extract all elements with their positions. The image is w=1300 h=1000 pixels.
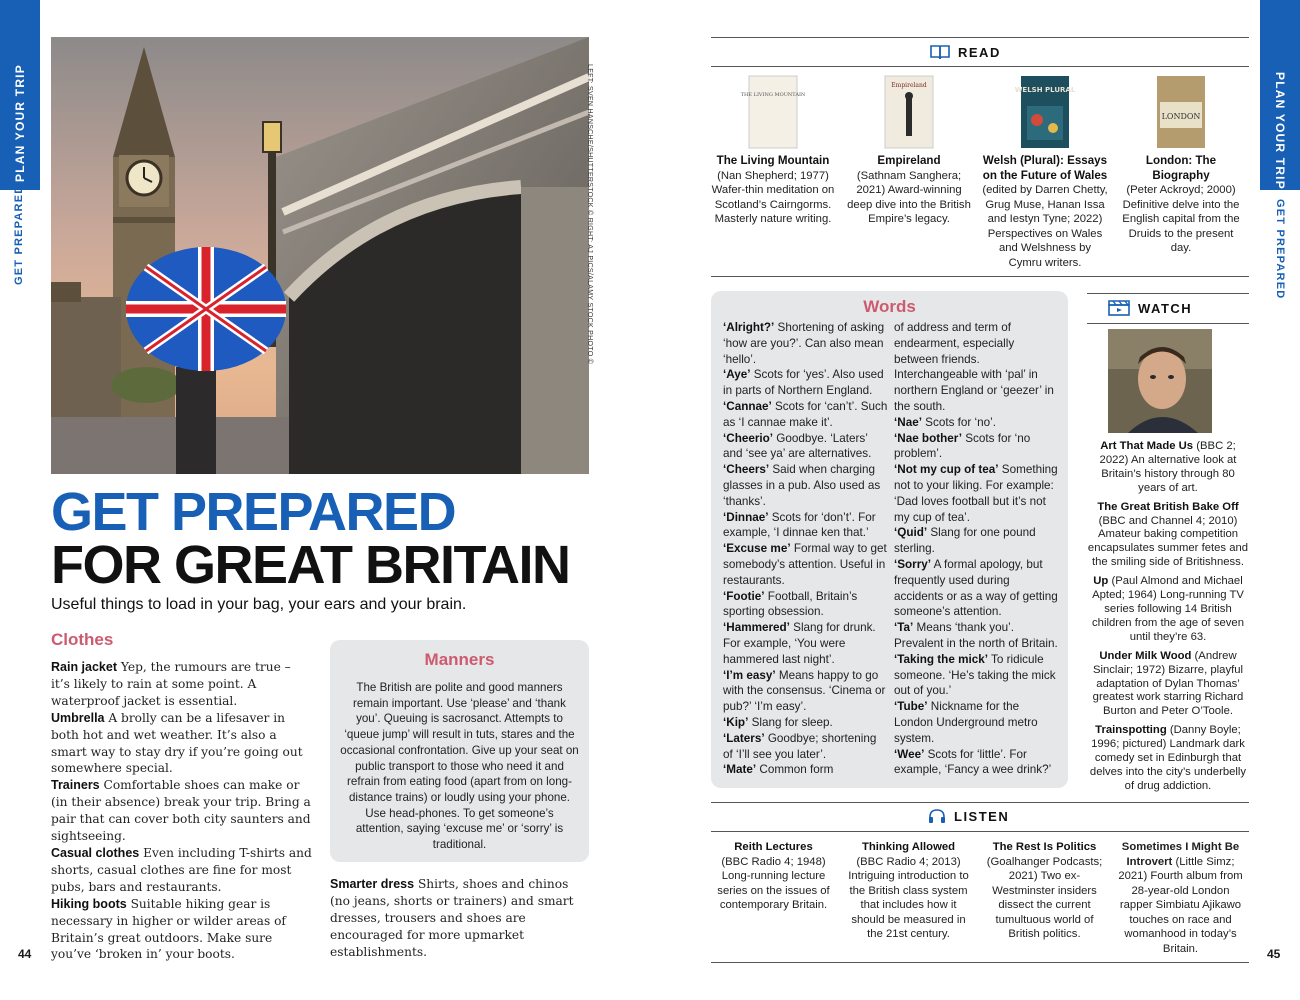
watch-list [1087, 440, 1249, 799]
book-description: (edited by Darren Chetty, Grug Muse, Hanan Issa and Iestyn Tyne; 2022) Perspectives on Wales and Welshness by Cymru writers. [982, 184, 1108, 269]
clothes-list [51, 659, 313, 963]
words-heading: Words [863, 297, 916, 316]
listen-header [928, 808, 1009, 824]
word-entry: ‘Dinnae’ Scots for ‘don’t’. For example, ‘I dinnae ken that.’ [723, 510, 876, 540]
word-entry: ‘Cheers’ Said when charging glasses in a pub. Also used as ‘thanks’. [723, 463, 881, 508]
word-entry-continued: of address and term of endearment, especially between friends. Interchangeable with ‘pal’ in northern England or ‘geezer’ in the south. [894, 321, 1054, 413]
clothes-item: Hiking boots Suitable hiking gear is necessary in higher or wilder areas of Britain’s great outdoors. Make sure you’ve ‘broken in’ your boots. [51, 896, 286, 962]
listen-item [711, 840, 836, 913]
manners-box [330, 640, 589, 862]
clothes-item: Umbrella A brolly can be a lifesaver in both hot and wet weather. It’s also a smart way to stay dry if you’re going out somewhere special. [51, 710, 303, 776]
book-icon [930, 44, 950, 60]
book-item [1117, 76, 1245, 256]
listen-item [982, 840, 1107, 942]
word-entry: ‘Nae bother’ Scots for ‘no problem’. [894, 431, 1031, 461]
watch-header [1108, 300, 1192, 316]
photo-credit: LEFT: SVEN HANSCHE/SHUTTERSTOCK © RIGHT: AJ PICS/ALAMY STOCK PHOTO © [586, 64, 593, 365]
listen-item [1118, 840, 1243, 956]
clothes-item: Rain jacket Yep, the rumours are true – it’s likely to rain at some point. A waterproof jacket is essential. [51, 660, 291, 708]
clothes-section [51, 630, 313, 963]
word-entry: ‘Cannae’ Scots for ‘can’t’. Such as ‘I cannae make it’. [723, 399, 888, 429]
manners-text: The British are polite and good manners remain important. Use ‘please’ and ‘thank you’. Queuing is sacrosanct. Attempts to ‘queue jump’ will result in tuts, stares and the occasional confrontation. Give up your seat on public transport to those who need it and refrain from eating food (apart from on long-distance trains) or loudly using your phone. Use head-phones. To get someone’s attention, saying ‘excuse me’ or ‘sorry’ is traditional. [340, 681, 579, 852]
clothes-item: Trainers Comfortable shoes can make or (in their absence) break your trip. Bring a pair that can cover both city saunters and sightseeing. [51, 778, 311, 844]
words-column-2 [894, 320, 1059, 778]
listen-label: LISTEN [954, 808, 1010, 824]
word-entry: ‘Alright?’ Shortening of asking ‘how are you?’. Can also mean ‘hello’. [723, 321, 885, 366]
read-label: READ [958, 44, 1001, 60]
watch-item: The Great British Bake Off (BBC and Channel 4; 2010) Amateur baking competition encapsulates summer fetes and the smiling side of Britishness. [1087, 500, 1249, 569]
side-section-label: GET PREPARED [1274, 199, 1286, 300]
word-entry: ‘Mate’ Common form [723, 763, 834, 777]
read-header [930, 44, 1001, 60]
words-box [711, 291, 1068, 788]
manners-heading: Manners [424, 650, 495, 669]
page-title-line2: FOR GREAT BRITAIN [51, 535, 570, 595]
word-entry: ‘Tube’ Nickname for the London Underground metro system. [894, 700, 1038, 745]
page-number-left: 44 [18, 947, 32, 961]
book-title: London: The Biography [1145, 154, 1217, 182]
book-title: Empireland [877, 154, 941, 167]
book-description: (Sathnam Sanghera; 2021) Award-winning deep dive into the British Empire’s legacy. [847, 169, 971, 225]
clothes-heading: Clothes [51, 630, 114, 649]
listen-title: Reith Lectures [734, 841, 813, 853]
book-item [709, 76, 837, 227]
side-tab-left [0, 0, 40, 190]
word-entry: ‘Wee’ Scots for ‘little’. For example, ‘Fancy a wee drink?’ [894, 747, 1052, 777]
book-cover [1157, 76, 1205, 148]
watch-item: Trainspotting (Danny Boyle; 1996; pictured) Landmark dark comedy set in Edinburgh that delves into the city’s underbelly of drug addiction. [1089, 724, 1247, 792]
divider [711, 962, 1249, 963]
book-cover [740, 76, 806, 148]
word-entry: ‘I’m easy’ Means happy to go with the consensus. ‘Cinema or pub?’ ‘I’m easy’. [723, 668, 886, 714]
book-cover [1014, 76, 1076, 148]
book-description: (Nan Shepherd; 1977) Wafer-thin meditation on Scotland’s Cairngorms. Masterly nature writing. [711, 169, 835, 225]
listen-item [846, 840, 971, 942]
word-entry: ‘Ta’ Means ‘thank you’. Prevalent in the north of Britain. [894, 621, 1058, 650]
word-entry: ‘Nae’ Scots for ‘no’. [894, 415, 996, 429]
divider [711, 66, 1249, 67]
smarter-dress-item: Smarter dress Shirts, shoes and chinos (no jeans, shorts or trainers) and smart dresses, trousers and shoes are encouraged for more upmarket establishments. [330, 877, 574, 959]
listen-entry: Sometimes I Might Be Introvert (Little Simz; 2021) Fourth album from 28-year-old London rapper Simbiatu Ajikawo touches on race and womanhood in today’s Britain. [1118, 841, 1243, 955]
word-entry: ‘Not my cup of tea’ Something not to your liking. For example: ‘Dad loves football but it’s not my cup of tea’. [894, 463, 1058, 524]
divider [711, 37, 1249, 38]
word-entry: ‘Footie’ Football, Britain’s sporting obsession. [723, 589, 858, 619]
side-tab-label: PLAN YOUR TRIP [1273, 72, 1287, 190]
divider [711, 802, 1249, 803]
word-entry: ‘Taking the mick’ To ridicule someone. ‘He’s taking the mick out of you.’ [894, 652, 1056, 698]
book-description: (Peter Ackroyd; 2000) Definitive delve into the English capital from the Druids to the present day. [1122, 184, 1240, 254]
listen-description: (Goalhanger Podcasts; 2021) Two ex-Westminster insiders dissect the current tumultuous world of British politics. [986, 855, 1103, 940]
watch-label: WATCH [1138, 300, 1193, 316]
book-cover-text: LONDON [1161, 112, 1201, 121]
watch-item: Art That Made Us (BBC 2; 2022) An alternative look at Britain’s history through 80 years of art. [1099, 440, 1237, 494]
words-column-1 [723, 320, 888, 778]
page-title-line1: GET PREPARED [51, 482, 456, 542]
page-subtitle: Useful things to load in your bag, your ears and your brain. [51, 596, 467, 613]
side-tab-right [1260, 0, 1300, 190]
listen-description: (BBC Radio 4; 1948) Long-running lecture series on the issues of contemporary Britain. [717, 855, 830, 911]
word-entry: ‘Excuse me’ Formal way to get somebody’s attention. Useful in restaurants. [723, 542, 887, 587]
clapperboard-icon [1108, 300, 1130, 316]
book-cover [885, 76, 933, 148]
book-cover-text: THE LIVING MOUNTAIN [740, 92, 806, 98]
watch-item: Under Milk Wood (Andrew Sinclair; 1972) Bizarre, playful adaptation of Dylan Thomas’ greatest work starring Richard Burton and Peter O’Toole. [1092, 649, 1244, 718]
book-item [845, 76, 973, 227]
divider [711, 276, 1249, 277]
divider [1087, 293, 1249, 294]
trainspotting-portrait [1108, 329, 1212, 433]
word-entry: ‘Laters’ Goodbye; shortening of ‘I’ll see you later’. [723, 731, 877, 761]
divider [1087, 323, 1249, 324]
book-item [981, 76, 1109, 270]
headphones-icon [928, 808, 946, 824]
big-ben-photo [51, 37, 589, 474]
word-entry: ‘Cheerio’ Goodbye. ‘Laters’ and ‘see ya’ are alternatives. [723, 431, 872, 461]
side-tab-label: PLAN YOUR TRIP [13, 64, 27, 182]
listen-description: (BBC Radio 4; 2013) Intriguing introduction to the British class system that includes how it should be measured in the 21st century. [848, 855, 969, 940]
side-section-label: GET PREPARED [13, 184, 25, 285]
divider [711, 831, 1249, 832]
word-entry: ‘Kip’ Slang for sleep. [723, 715, 833, 729]
page-number-right: 45 [1267, 947, 1281, 961]
book-cover-text: WELSH PLURAL [1014, 86, 1076, 94]
word-entry: ‘Quid’ Slang for one pound sterling. [894, 526, 1036, 556]
book-title: Welsh (Plural): Essays on the Future of Wales [982, 154, 1108, 182]
word-entry: ‘Hammered’ Slang for drunk. For example, ‘You were hammered last night’. [723, 621, 876, 666]
word-entry: ‘Sorry’ A formal apology, but frequently used during accidents or as a way of getting someone’s attention. [894, 557, 1058, 619]
watch-item: Up (Paul Almond and Michael Apted; 1964) Long-running TV series following 14 British children from the age of seven until they’re 63. [1092, 575, 1244, 643]
book-title: The Living Mountain [716, 154, 830, 167]
clothes-item: Casual clothes Even including T-shirts and shorts, casual clothes are fine for most pubs, bars and restaurants. [51, 845, 312, 894]
listen-title: Thinking Allowed [861, 841, 956, 853]
listen-title: The Rest Is Politics [992, 841, 1097, 853]
word-entry: ‘Aye’ Scots for ‘yes’. Also used in parts of Northern England. [723, 368, 884, 398]
book-cover-text: Empireland [891, 82, 927, 89]
